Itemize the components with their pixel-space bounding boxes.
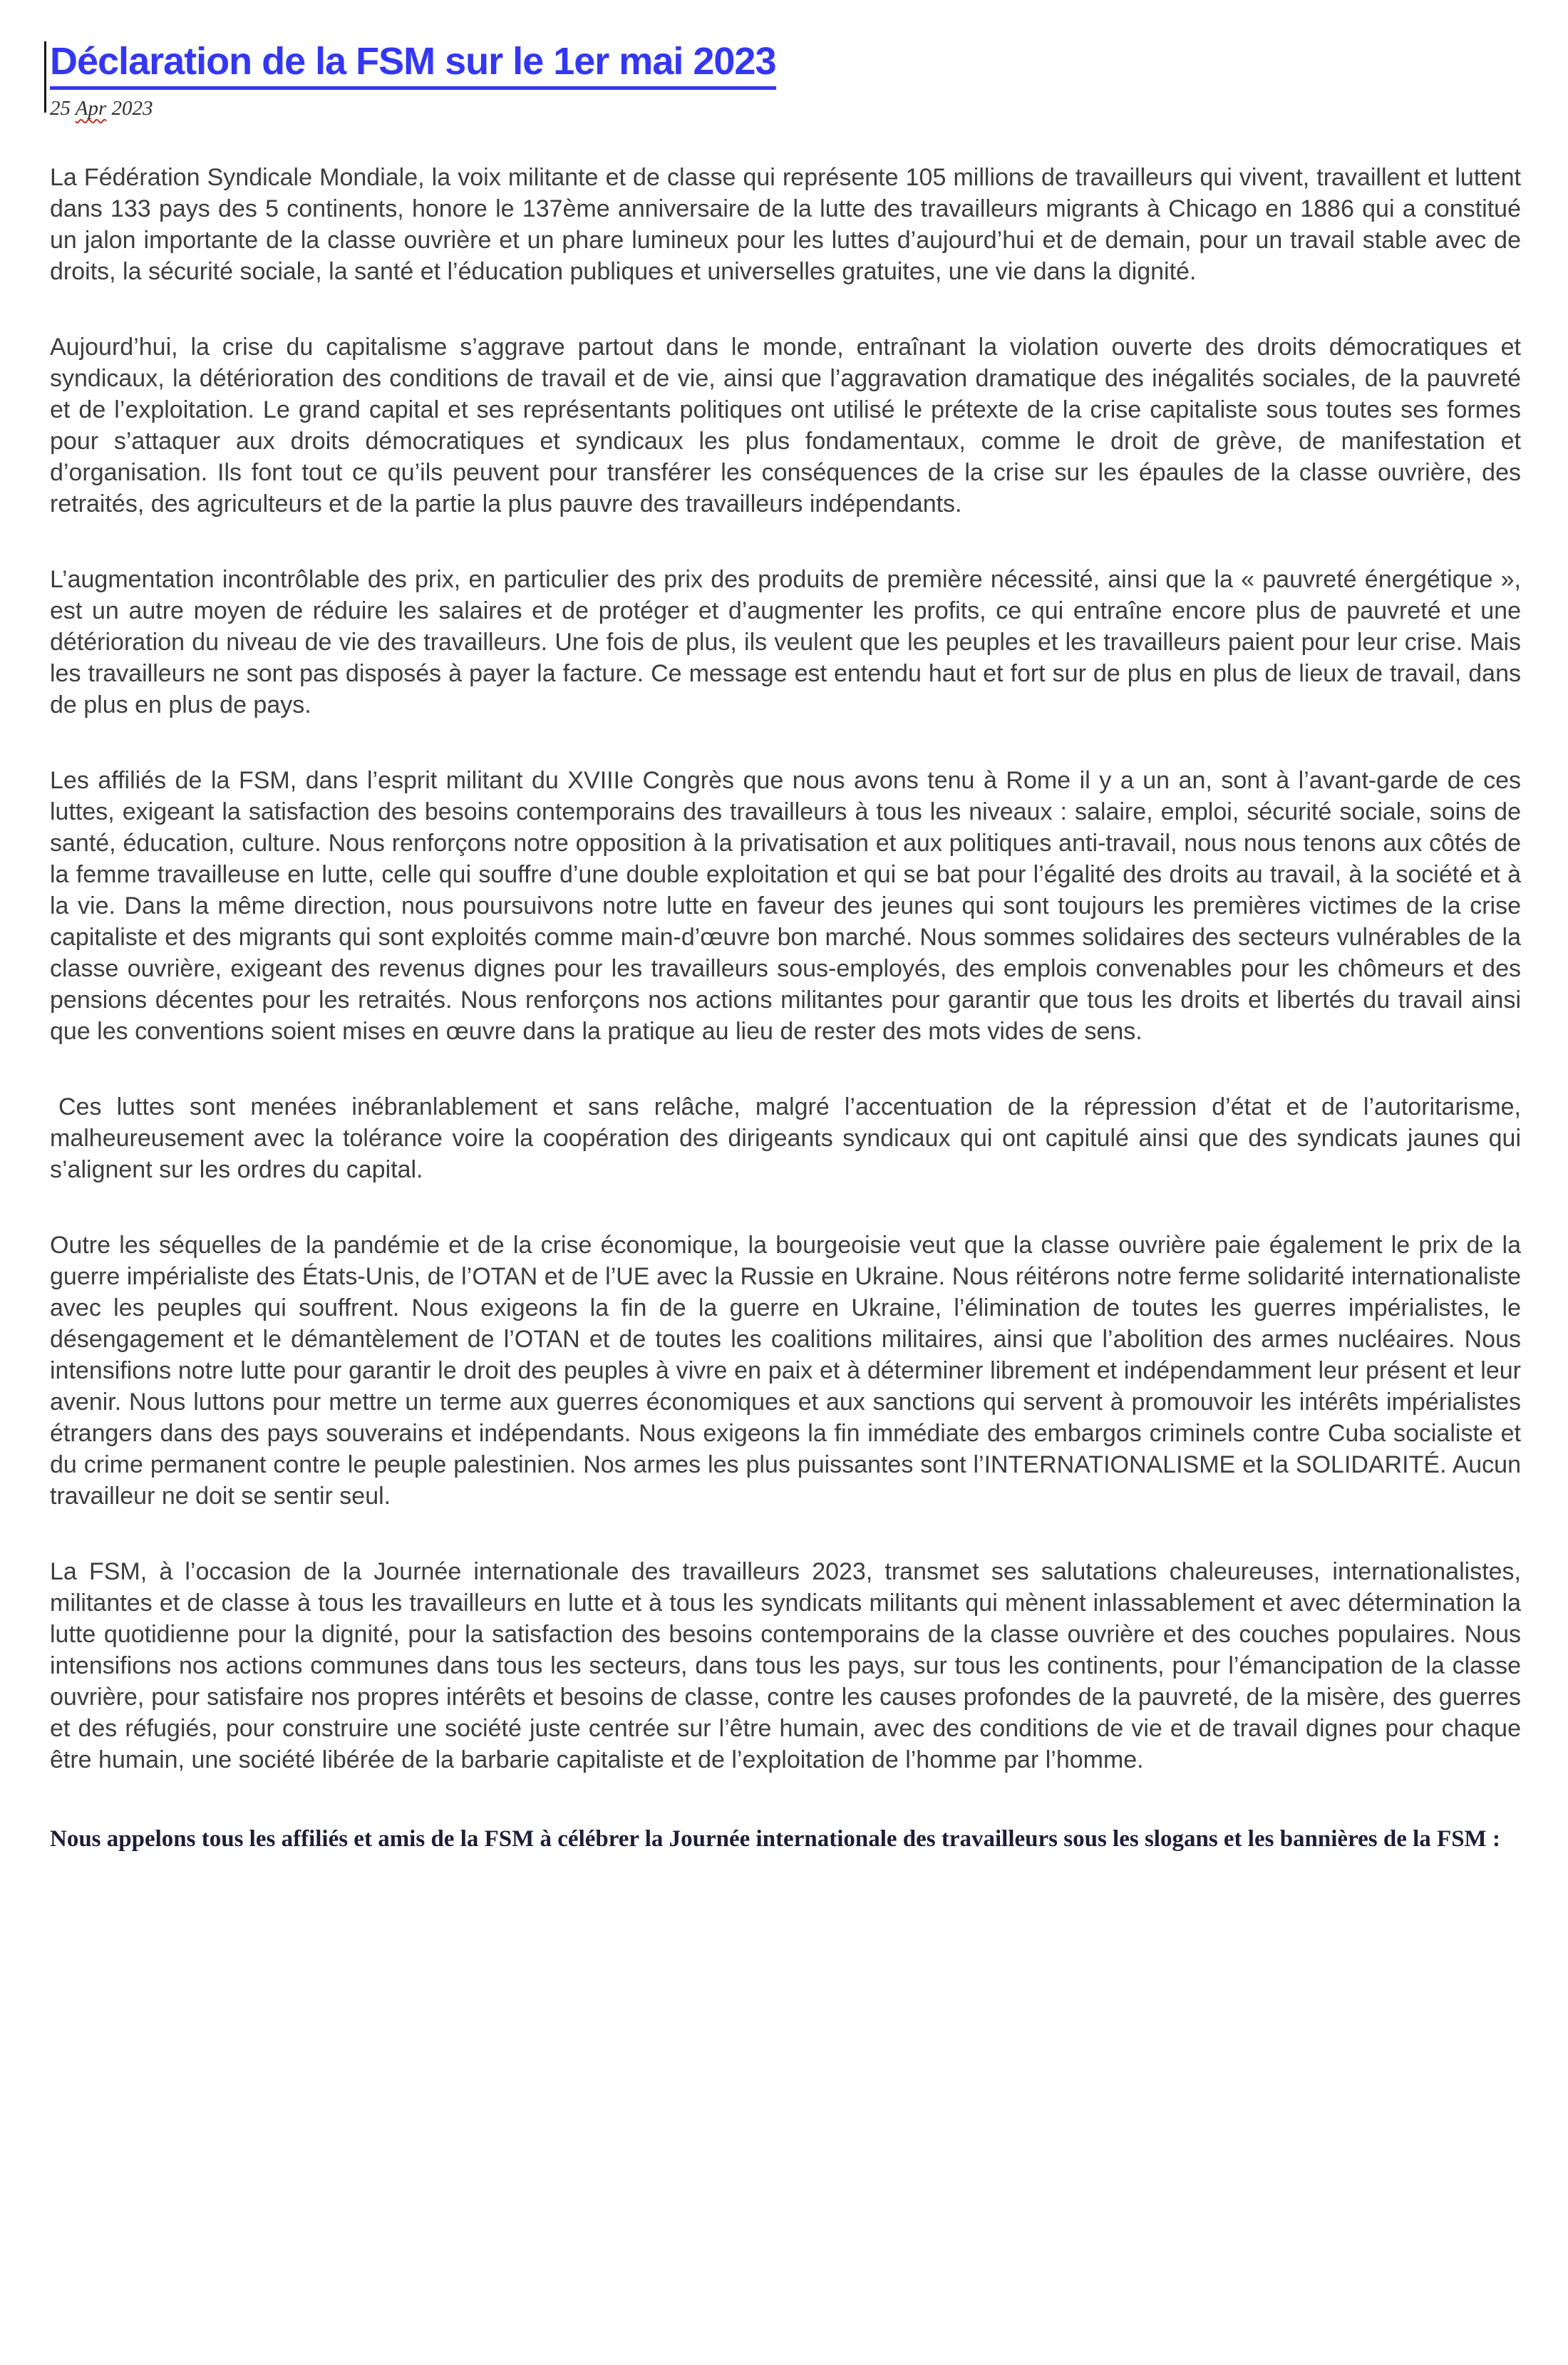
paragraph-7: La FSM, à l’occasion de la Journée internationale des travailleurs 2023, transmet ses salutations chaleureuses, internationalistes, militantes et de classe à tous les travailleurs en lutte et à tous les syndicats militants qui mènent inlassablement et avec détermination la lutte quotidienne pour la dignité, pour la satisfaction des besoins contemporains de la classe ouvrière et des couches populaires. Nous intensifions nos actions communes dans tous les secteurs, dans tous les pays, sur tous les continents, pour l’émancipation de la classe ouvrière, pour satisfaire nos propres intérêts et besoins de classe, contre les causes profondes de la pauvreté, de la misère, des guerres et des réfugiés, pour construire une société juste centrée sur l’être humain, avec des conditions de vie et de travail dignes pour chaque être humain, une société libérée de la barbarie capitaliste et de l’exploitation de l’homme par l’homme. xyxy=(50,1558,1521,1774)
page-title[interactable]: Déclaration de la FSM sur le 1er mai 2023 xyxy=(50,40,776,90)
paragraph-5: Ces luttes sont menées inébranlablement et sans relâche, malgré l’accentuation de la répression d’état et de l’autoritarisme, malheureusement avec la tolérance voire la coopération des dirigeants syndicaux qui ont capitulé ainsi que des syndicats jaunes qui s’alignent sur les ordres du capital. xyxy=(50,1093,1521,1184)
paragraph-1: La Fédération Syndicale Mondiale, la voix militante et de classe qui représente 105 millions de travailleurs qui vivent, travaillent et luttent dans 133 pays des 5 continents, honore le 137ème anniversaire de la lutte des travailleurs migrants à Chicago en 1886 qui a constitué un jalon importante de la classe ouvrière et un phare lumineux pour les luttes d’aujourd’hui et de demain, pour un travail stable avec de droits, la sécurité sociale, la santé et l’éducation publiques et universelles gratuites, une vie dans la dignité. xyxy=(50,164,1521,286)
article-body xyxy=(50,162,1521,1858)
post-date xyxy=(50,97,1521,120)
date-month-misspelled: Apr xyxy=(75,97,107,120)
paragraph-2: Aujourd’hui, la crise du capitalisme s’aggrave partout dans le monde, entraînant la violation ouverte des droits démocratiques et syndicaux, la détérioration des conditions de travail et de vie, ainsi que l’aggravation dramatique des inégalités sociales, de la pauvreté et de l’exploitation. Le grand capital et ses représentants politiques ont utilisé le prétexte de la crise capitaliste sous toutes ses formes pour s’attaquer aux droits démocratiques et syndicaux les plus fondamentaux, comme le droit de grève, de manifestation et d’organisation. Ils font tout ce qu’ils peuvent pour transférer les conséquences de la crise sur les épaules de la classe ouvrière, des retraités, des agriculteurs et de la partie la plus pauvre des travailleurs indépendants. xyxy=(50,334,1521,518)
paragraph-6: Outre les séquelles de la pandémie et de la crise économique, la bourgeoisie veut que la classe ouvrière paie également le prix de la guerre impérialiste des États-Unis, de l’OTAN et de l’UE avec la Russie en Ukraine. Nous réitérons notre ferme solidarité internationaliste avec les peuples qui souffrent. Nous exigeons la fin de la guerre en Ukraine, l’élimination de toutes les guerres impérialistes, le désengagement et le démantèlement de l’OTAN et de toutes les coalitions militaires, ainsi que l’abolition des armes nucléaires. Nous intensifions notre lutte pour garantir le droit des peuples à vivre en paix et à déterminer librement et indépendamment leur présent et leur avenir. Nous luttons pour mettre un terme aux guerres économiques et aux sanctions qui servent à promouvoir les intérêts impérialistes étrangers dans des pays souverains et indépendants. Nous exigeons la fin immédiate des embargos criminels contre Cuba socialiste et du crime permanent contre le peuple palestinien. Nos armes les plus puissantes sont l’INTERNATIONALISME et la SOLIDARITÉ. Aucun travailleur ne doit se sentir seul. xyxy=(50,1232,1521,1510)
paragraph-3: L’augmentation incontrôlable des prix, en particulier des prix des produits de première nécessité, ainsi que la « pauvreté énergétique », est un autre moyen de réduire les salaires et de protéger et d’augmenter les profits, ce qui entraîne encore plus de pauvreté et une détérioration du niveau de vie des travailleurs. Une fois de plus, ils veulent que les peuples et les travailleurs paient pour leur crise. Mais les travailleurs ne sont pas disposés à payer la facture. Ce message est entendu haut et fort sur de plus en plus de lieux de travail, dans de plus en plus de pays. xyxy=(50,566,1521,719)
title-row xyxy=(50,40,1521,90)
paragraph-4: Les affiliés de la FSM, dans l’esprit militant du XVIIIe Congrès que nous avons tenu à Rome il y a un an, sont à l’avant-garde de ces luttes, exigeant la satisfaction des besoins contemporains des travailleurs à tous les niveaux : salaire, emploi, sécurité sociale, soins de santé, éducation, culture. Nous renforçons notre opposition à la privatisation et aux politiques anti-travail, nous nous tenons aux côtés de la femme travailleuse en lutte, celle qui souffre d’une double exploitation et qui se bat pour l’égalité des droits au travail, à la société et à la vie. Dans la même direction, nous poursuivons notre lutte en faveur des jeunes qui sont toujours les premières victimes de la crise capitaliste et des migrants qui sont exploités comme main-d’œuvre bon marché. Nous sommes solidaires des secteurs vulnérables de la classe ouvrière, exigeant des revenus dignes pour les travailleurs sous-employés, des emplois convenables pour les chômeurs et des pensions décentes pour les retraités. Nous renforçons nos actions militantes pour garantir que tous les droits et libertés du travail ainsi que les conventions soient mises en œuvre dans la pratique au lieu de rester des mots vides de sens. xyxy=(50,767,1521,1046)
text-cursor xyxy=(44,41,46,113)
date-day: 25 xyxy=(50,97,71,120)
closing-statement: Nous appelons tous les affiliés et amis de la FSM à célébrer la Journée internationale des travailleurs sous les slogans et les bannières de la FSM : xyxy=(50,1826,1500,1853)
date-year: 2023 xyxy=(111,97,153,120)
